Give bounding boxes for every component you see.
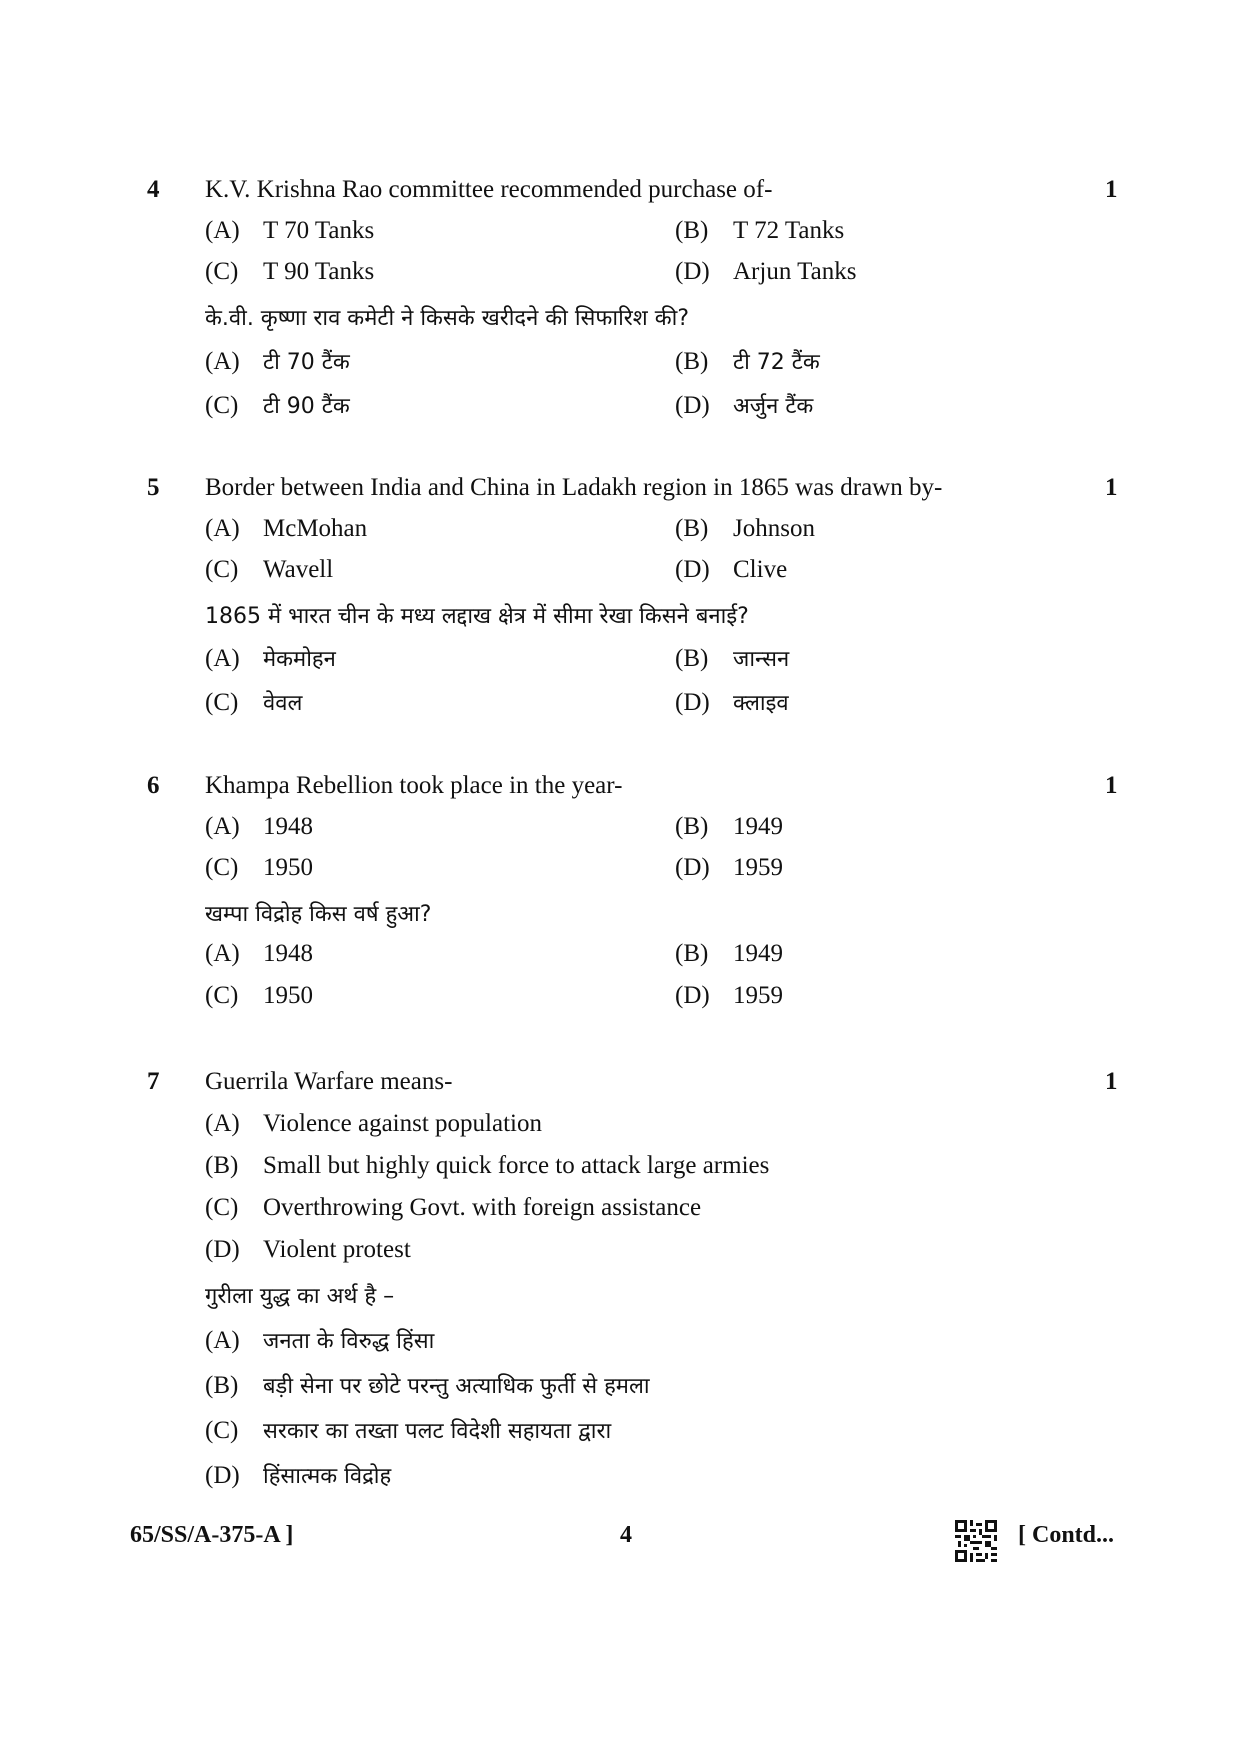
option-c: (C) 1950 bbox=[205, 854, 313, 881]
question-text: K.V. Krishna Rao committee recommended purchase of- bbox=[205, 176, 773, 203]
option-d: (D) Clive bbox=[675, 556, 788, 583]
option-b: (B) Small but highly quick force to attack large armies bbox=[205, 1152, 770, 1179]
option-b-hindi: (B) 1949 bbox=[675, 940, 783, 967]
question-text: Guerrila Warfare means- bbox=[205, 1068, 453, 1095]
question-text-hindi: 1865 में भारत चीन के मध्य लद्दाख क्षेत्र में सीमा रेखा किसने बनाई? bbox=[205, 604, 749, 629]
question-number: 4 bbox=[147, 176, 160, 203]
option-b: (B) 1949 bbox=[675, 813, 783, 840]
option-a-hindi: (A) टी 70 टैंक bbox=[205, 348, 350, 375]
option-c-hindi: (C) वेवल bbox=[205, 689, 303, 716]
question-text: Border between India and China in Ladakh region in 1865 was drawn by- bbox=[205, 474, 943, 501]
option-d-hindi: (D) अर्जुन टैंक bbox=[675, 392, 814, 419]
option-a: (A) Violence against population bbox=[205, 1110, 542, 1137]
paper-code: 65/SS/A-375-A ] bbox=[130, 1522, 294, 1548]
option-a-hindi: (A) जनता के विरुद्ध हिंसा bbox=[205, 1327, 435, 1354]
option-c-hindi: (C) सरकार का तख्ता पलट विदेशी सहायता द्वारा bbox=[205, 1417, 612, 1444]
option-c: (C) Overthrowing Govt. with foreign assistance bbox=[205, 1194, 702, 1221]
option-d: (D) Violent protest bbox=[205, 1236, 411, 1263]
option-a: (A) McMohan bbox=[205, 515, 368, 542]
question-number: 5 bbox=[147, 474, 160, 501]
option-b-hindi: (B) बड़ी सेना पर छोटे परन्तु अत्याधिक फुर्ती से हमला bbox=[205, 1372, 650, 1399]
question-marks: 1 bbox=[1105, 772, 1118, 799]
option-c: (C) T 90 Tanks bbox=[205, 258, 375, 285]
page-number: 4 bbox=[620, 1522, 632, 1548]
question-marks: 1 bbox=[1105, 1068, 1118, 1095]
option-a: (A) 1948 bbox=[205, 813, 313, 840]
question-number: 6 bbox=[147, 772, 160, 799]
option-c-hindi: (C) टी 90 टैंक bbox=[205, 392, 350, 419]
question-text-hindi: गुरीला युद्ध का अर्थ है – bbox=[205, 1284, 395, 1309]
option-d-hindi: (D) क्लाइव bbox=[675, 689, 789, 716]
option-a-hindi: (A) 1948 bbox=[205, 940, 313, 967]
continued-label: [ Contd... bbox=[1018, 1522, 1115, 1548]
option-d: (D) 1959 bbox=[675, 854, 783, 881]
option-d-hindi: (D) 1959 bbox=[675, 982, 783, 1009]
question-number: 7 bbox=[147, 1068, 160, 1095]
question-text-hindi: के.वी. कृष्णा राव कमेटी ने किसके खरीदने की सिफारिश की? bbox=[205, 306, 690, 331]
option-d: (D) Arjun Tanks bbox=[675, 258, 857, 285]
page-footer bbox=[0, 1522, 1240, 1562]
question-text: Khampa Rebellion took place in the year- bbox=[205, 772, 623, 799]
option-b-hindi: (B) टी 72 टैंक bbox=[675, 348, 820, 375]
option-b-hindi: (B) जान्सन bbox=[675, 645, 790, 672]
question-marks: 1 bbox=[1105, 474, 1118, 501]
option-b: (B) Johnson bbox=[675, 515, 815, 542]
option-c-hindi: (C) 1950 bbox=[205, 982, 313, 1009]
option-c: (C) Wavell bbox=[205, 556, 334, 583]
question-text-hindi: खम्पा विद्रोह किस वर्ष हुआ? bbox=[205, 902, 432, 927]
option-b: (B) T 72 Tanks bbox=[675, 217, 845, 244]
option-d-hindi: (D) हिंसात्मक विद्रोह bbox=[205, 1462, 392, 1489]
option-a: (A) T 70 Tanks bbox=[205, 217, 375, 244]
question-marks: 1 bbox=[1105, 176, 1118, 203]
qr-code-icon bbox=[955, 1520, 997, 1562]
option-a-hindi: (A) मेकमोहन bbox=[205, 645, 336, 672]
